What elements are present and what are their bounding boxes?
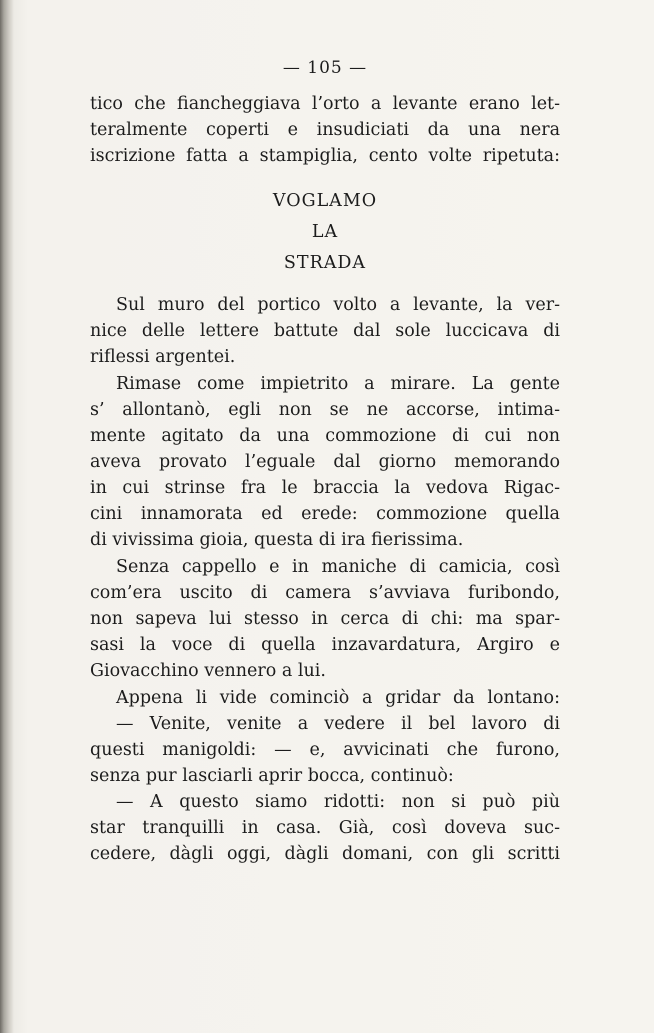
text-line: Rimase come impietrito a mirare. La gente — [116, 374, 560, 394]
text-line: iscrizione fatta a stampiglia, cento volte ripetuta: — [90, 146, 560, 166]
text-line: mente agitato da una commozione di cui non — [90, 426, 560, 446]
text-line: Giovacchino vennero a lui. — [90, 661, 326, 681]
text-line: non sapeva lui stesso in cerca di chi: ma spar- — [90, 609, 560, 629]
text-line: riflessi argentei. — [90, 347, 236, 367]
text-line: tico che fiancheggiava l’orto a levante erano let- — [90, 94, 560, 114]
text-line: teralmente coperti e insudiciati da una nera — [90, 120, 560, 140]
text-line: star tranquilli in casa. Già, così doveva suc- — [90, 818, 560, 838]
text-line: — Venite, venite a vedere il bel lavoro di — [116, 714, 560, 734]
text-line: cedere, dàgli oggi, dàgli domani, con gli scritti — [90, 844, 560, 864]
text-line: questi manigoldi: — e, avvicinati che furono, — [90, 740, 560, 760]
text-line: com’era uscito di camera s’avviava furibondo, — [90, 583, 560, 603]
text-line: sasi la voce di quella inzavardatura, Argiro e — [90, 635, 560, 655]
heading-line: LA — [311, 222, 339, 242]
page-number: — 105 — — [282, 58, 368, 78]
text-line: Sul muro del portico volto a levante, la ver- — [116, 295, 560, 315]
heading-line: STRADA — [283, 253, 367, 273]
text-line: in cui strinse fra le braccia la vedova Rigac- — [90, 478, 560, 498]
text-line: — A questo siamo ridotti: non si può più — [116, 792, 560, 812]
text-line: Senza cappello e in maniche di camicia, così — [116, 557, 560, 577]
text-line: aveva provato l’eguale dal giorno memorando — [90, 452, 560, 472]
text-line: nice delle lettere battute dal sole luccicava di — [90, 321, 560, 341]
text-line: s’ allontanò, egli non se ne accorse, intima- — [90, 400, 560, 420]
text-line: senza pur lasciarli aprir bocca, continuò: — [90, 766, 454, 786]
page-binding-edge — [0, 0, 14, 1033]
text-line: di vivissima gioia, questa di ira fierissima. — [90, 530, 464, 550]
heading-line: VOGLAMO — [272, 191, 378, 211]
text-line: cini innamorata ed erede: commozione quella — [90, 504, 560, 524]
text-line: Appena li vide cominciò a gridar da lontano: — [116, 688, 560, 708]
